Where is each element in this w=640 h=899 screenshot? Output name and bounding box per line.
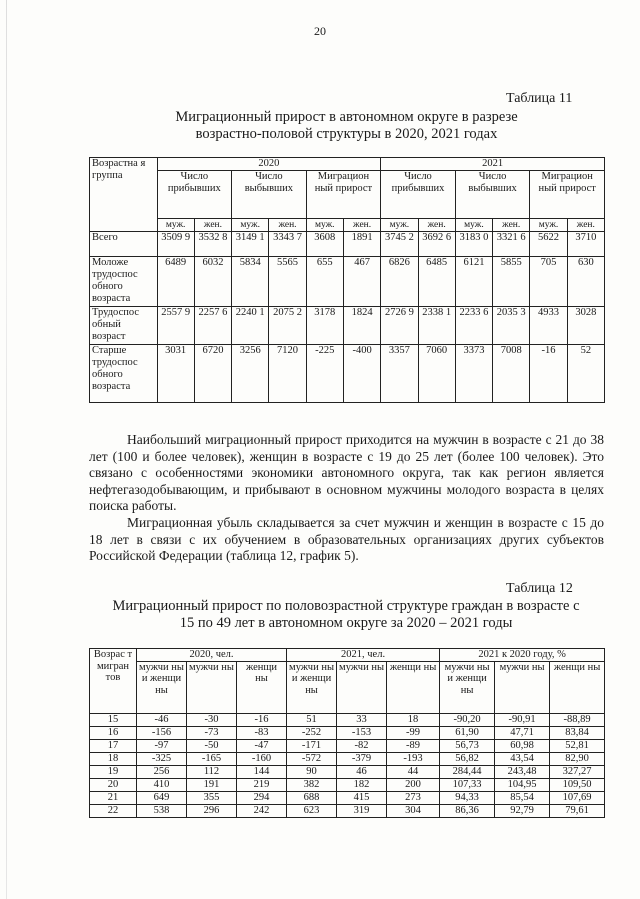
paragraph-1 [89,432,604,515]
paragraph-1-text: Наибольший миграционный прирост приходится на мужчин в возрасте с 21 до 38 лет (100 и более человек), женщин в возрасте с 19 до 25 лет (более 100 человек). Это связано с особенностями экономики автономного округа, так как регион является нефтегазодобывающим, и прибывают в основном мужчины молодого возраста в целях поиска работы. [89,432,604,514]
t12-cell: 90 [287,765,337,778]
t12-cell: 79,61 [550,804,605,817]
t12-cell: -171 [287,739,337,752]
t11-cell: 5834 [232,257,269,307]
table12-title-line1: Миграционный прирост по половозрастной структуре граждан в возрасте с [112,598,580,614]
t12-cell: 304 [387,804,440,817]
t12-cell: -90,20 [440,713,495,726]
t12-age: 16 [90,726,137,739]
t11-cell: -400 [343,345,380,403]
t12-age: 17 [90,739,137,752]
table11-title [89,109,604,143]
t11-cell: 7008 [493,345,530,403]
t12-cell: 319 [337,804,387,817]
table11 [89,157,605,403]
t12-cell: 107,33 [440,778,495,791]
t11-head-departed-1: Число выбывших [232,171,307,219]
t11-cell: 2257 6 [194,307,231,345]
t12-cell: 296 [187,804,237,817]
table-row [90,791,605,804]
page-number: 20 [314,24,326,38]
t12-head-women: женщи ны [550,661,605,713]
t12-cell: 18 [387,713,440,726]
table12 [89,648,605,818]
t11-cell: 6720 [194,345,231,403]
table11-caption: Таблица 11 [506,91,573,106]
t12-age: 15 [90,713,137,726]
t11-cell: 7120 [269,345,306,403]
t12-cell: -73 [187,726,237,739]
t11-cell: 3373 [455,345,492,403]
t11-cell: 705 [530,257,567,307]
t12-cell: 355 [187,791,237,804]
t12-cell: -160 [237,752,287,765]
t12-cell: -88,89 [550,713,605,726]
t11-sub-male: муж. [306,219,343,232]
t12-head-women: женщи ны [237,661,287,713]
t12-cell: -30 [187,713,237,726]
t11-head-arrived-1: Число прибывших [157,171,232,219]
t11-head-year2: 2021 [381,158,605,171]
t12-cell: 191 [187,778,237,791]
t11-cell: 2726 9 [381,307,418,345]
t12-cell: 273 [387,791,440,804]
t11-row-label: Моложе трудоспос обного возраста [90,257,158,307]
t12-cell: -165 [187,752,237,765]
t12-head-group2: 2021, чел. [287,649,440,662]
t12-cell: 294 [237,791,287,804]
t11-cell: 1891 [343,232,380,257]
t12-cell: -50 [187,739,237,752]
t11-cell: 5622 [530,232,567,257]
table12-title [80,598,612,632]
t12-cell: -379 [337,752,387,765]
t11-cell: 3031 [157,345,194,403]
t11-row-label: Старше трудоспос обного возраста [90,345,158,403]
t12-cell: 256 [137,765,187,778]
t11-cell: 2240 1 [232,307,269,345]
t11-cell: 2233 6 [455,307,492,345]
t12-cell: -89 [387,739,440,752]
t12-cell: -193 [387,752,440,765]
t12-cell: 200 [387,778,440,791]
t12-cell: 382 [287,778,337,791]
t12-cell: 52,81 [550,739,605,752]
t11-cell: 6489 [157,257,194,307]
t12-cell: 47,71 [495,726,550,739]
t12-cell: 415 [337,791,387,804]
t12-cell: -47 [237,739,287,752]
t11-sub-female: жен. [269,219,306,232]
t12-age: 21 [90,791,137,804]
t12-cell: 44 [387,765,440,778]
t11-cell: 2338 1 [418,307,455,345]
t11-cell: 7060 [418,345,455,403]
t12-head-men: мужчи ны [337,661,387,713]
t12-cell: 56,82 [440,752,495,765]
t12-cell: 144 [237,765,287,778]
t11-cell: 2035 3 [493,307,530,345]
t11-cell: 3343 7 [269,232,306,257]
t12-head-age: Возрас т мигран тов [90,649,137,714]
table12-title-line2: 15 по 49 лет в автономном округе за 2020 – 2021 годы [179,615,513,631]
t11-cell: 3710 [567,232,604,257]
t12-cell: 219 [237,778,287,791]
t12-cell: 688 [287,791,337,804]
table12-caption: Таблица 12 [506,581,573,596]
t12-cell: 86,36 [440,804,495,817]
t11-head-departed-2: Число выбывших [455,171,530,219]
t12-head-women: женщи ны [387,661,440,713]
t12-cell: 327,27 [550,765,605,778]
t12-cell: -156 [137,726,187,739]
t11-sub-male: муж. [381,219,418,232]
t11-head-year1: 2020 [157,158,381,171]
t11-cell: 5855 [493,257,530,307]
t12-cell: 109,50 [550,778,605,791]
t11-row-label: Всего [90,232,158,257]
t12-cell: -46 [137,713,187,726]
t11-cell: 655 [306,257,343,307]
t12-cell: 60,98 [495,739,550,752]
t11-cell: 3357 [381,345,418,403]
table-row [90,713,605,726]
t11-sub-female: жен. [567,219,604,232]
t12-age: 19 [90,765,137,778]
t11-cell: 3692 6 [418,232,455,257]
paragraph-2 [89,515,604,565]
t12-cell: 538 [137,804,187,817]
t11-cell: 3149 1 [232,232,269,257]
t11-cell: 52 [567,345,604,403]
t12-cell: 649 [137,791,187,804]
t12-cell: -99 [387,726,440,739]
t11-cell: 2557 9 [157,307,194,345]
t12-cell: 46 [337,765,387,778]
t12-cell: 85,54 [495,791,550,804]
t12-head-men: мужчи ны [187,661,237,713]
t12-cell: -325 [137,752,187,765]
t11-cell: 3532 8 [194,232,231,257]
table-row [90,804,605,817]
t11-sub-female: жен. [493,219,530,232]
scan-edge [6,0,7,899]
t11-cell: 3509 9 [157,232,194,257]
t11-sub-female: жен. [343,219,380,232]
t11-cell: -225 [306,345,343,403]
t12-cell: -83 [237,726,287,739]
t11-sub-male: муж. [455,219,492,232]
t11-sub-female: жен. [418,219,455,232]
t11-cell: 5565 [269,257,306,307]
t12-cell: 112 [187,765,237,778]
t12-cell: 33 [337,713,387,726]
t11-cell: 630 [567,257,604,307]
t12-cell: 56,73 [440,739,495,752]
t12-cell: 82,90 [550,752,605,765]
table11-title-line1: Миграционный прирост в автономном округе в разрезе [175,109,518,125]
t12-cell: 43,54 [495,752,550,765]
t12-cell: -90,91 [495,713,550,726]
t11-head-group: Возрастна я группа [90,158,158,232]
t11-sub-male: муж. [232,219,269,232]
t11-cell: 6032 [194,257,231,307]
t11-cell: -16 [530,345,567,403]
paragraph-2-text: Миграционная убыль складывается за счет мужчин и женщин в возрасте с 15 до 18 лет в связи с их обучением в образовательных организациях других субъектов Российской Федерации (таблица 12, график 5). [89,515,604,564]
table-row [90,752,605,765]
t12-cell: -97 [137,739,187,752]
t11-cell: 4933 [530,307,567,345]
t12-cell: -252 [287,726,337,739]
t12-cell: 242 [237,804,287,817]
t12-cell: 61,90 [440,726,495,739]
t12-cell: 51 [287,713,337,726]
t12-cell: -153 [337,726,387,739]
t12-cell: -82 [337,739,387,752]
t11-head-growth-2: Миграцион ный прирост [530,171,605,219]
t11-row-label: Трудоспос обный возраст [90,307,158,345]
t11-sub-male: муж. [157,219,194,232]
t11-sub-female: жен. [194,219,231,232]
t12-age: 22 [90,804,137,817]
t12-cell: 243,48 [495,765,550,778]
t12-cell: 107,69 [550,791,605,804]
t12-cell: 410 [137,778,187,791]
t11-cell: 3608 [306,232,343,257]
t11-cell: 3028 [567,307,604,345]
t11-cell: 2075 2 [269,307,306,345]
table11-title-line2: возрастно-половой структуры в 2020, 2021 годах [195,126,498,142]
t12-head-group1: 2020, чел. [137,649,287,662]
t11-cell: 6485 [418,257,455,307]
t12-cell: 623 [287,804,337,817]
t12-cell: 284,44 [440,765,495,778]
t12-cell: 83,84 [550,726,605,739]
t11-cell: 3178 [306,307,343,345]
t11-cell: 6826 [381,257,418,307]
t12-head-both: мужчи ны и женщи ны [287,661,337,713]
t12-cell: 104,95 [495,778,550,791]
t11-head-arrived-2: Число прибывших [381,171,456,219]
t12-head-both: мужчи ны и женщи ны [137,661,187,713]
table-row [90,739,605,752]
table-row [90,765,605,778]
t11-cell: 3745 2 [381,232,418,257]
t11-cell: 467 [343,257,380,307]
t12-head-both: мужчи ны и женщи ны [440,661,495,713]
t12-cell: 92,79 [495,804,550,817]
t11-head-growth-1: Миграцион ный прирост [306,171,381,219]
t12-age: 18 [90,752,137,765]
t11-cell: 3183 0 [455,232,492,257]
t12-cell: 182 [337,778,387,791]
t11-cell: 1824 [343,307,380,345]
table-row [90,778,605,791]
t12-head-men: мужчи ны [495,661,550,713]
t11-cell: 3321 6 [493,232,530,257]
t11-cell: 3256 [232,345,269,403]
t11-cell: 6121 [455,257,492,307]
t12-cell: -572 [287,752,337,765]
t12-cell: -16 [237,713,287,726]
t12-head-group3: 2021 к 2020 году, % [440,649,605,662]
t12-cell: 94,33 [440,791,495,804]
t11-sub-male: муж. [530,219,567,232]
table-row [90,726,605,739]
t12-age: 20 [90,778,137,791]
